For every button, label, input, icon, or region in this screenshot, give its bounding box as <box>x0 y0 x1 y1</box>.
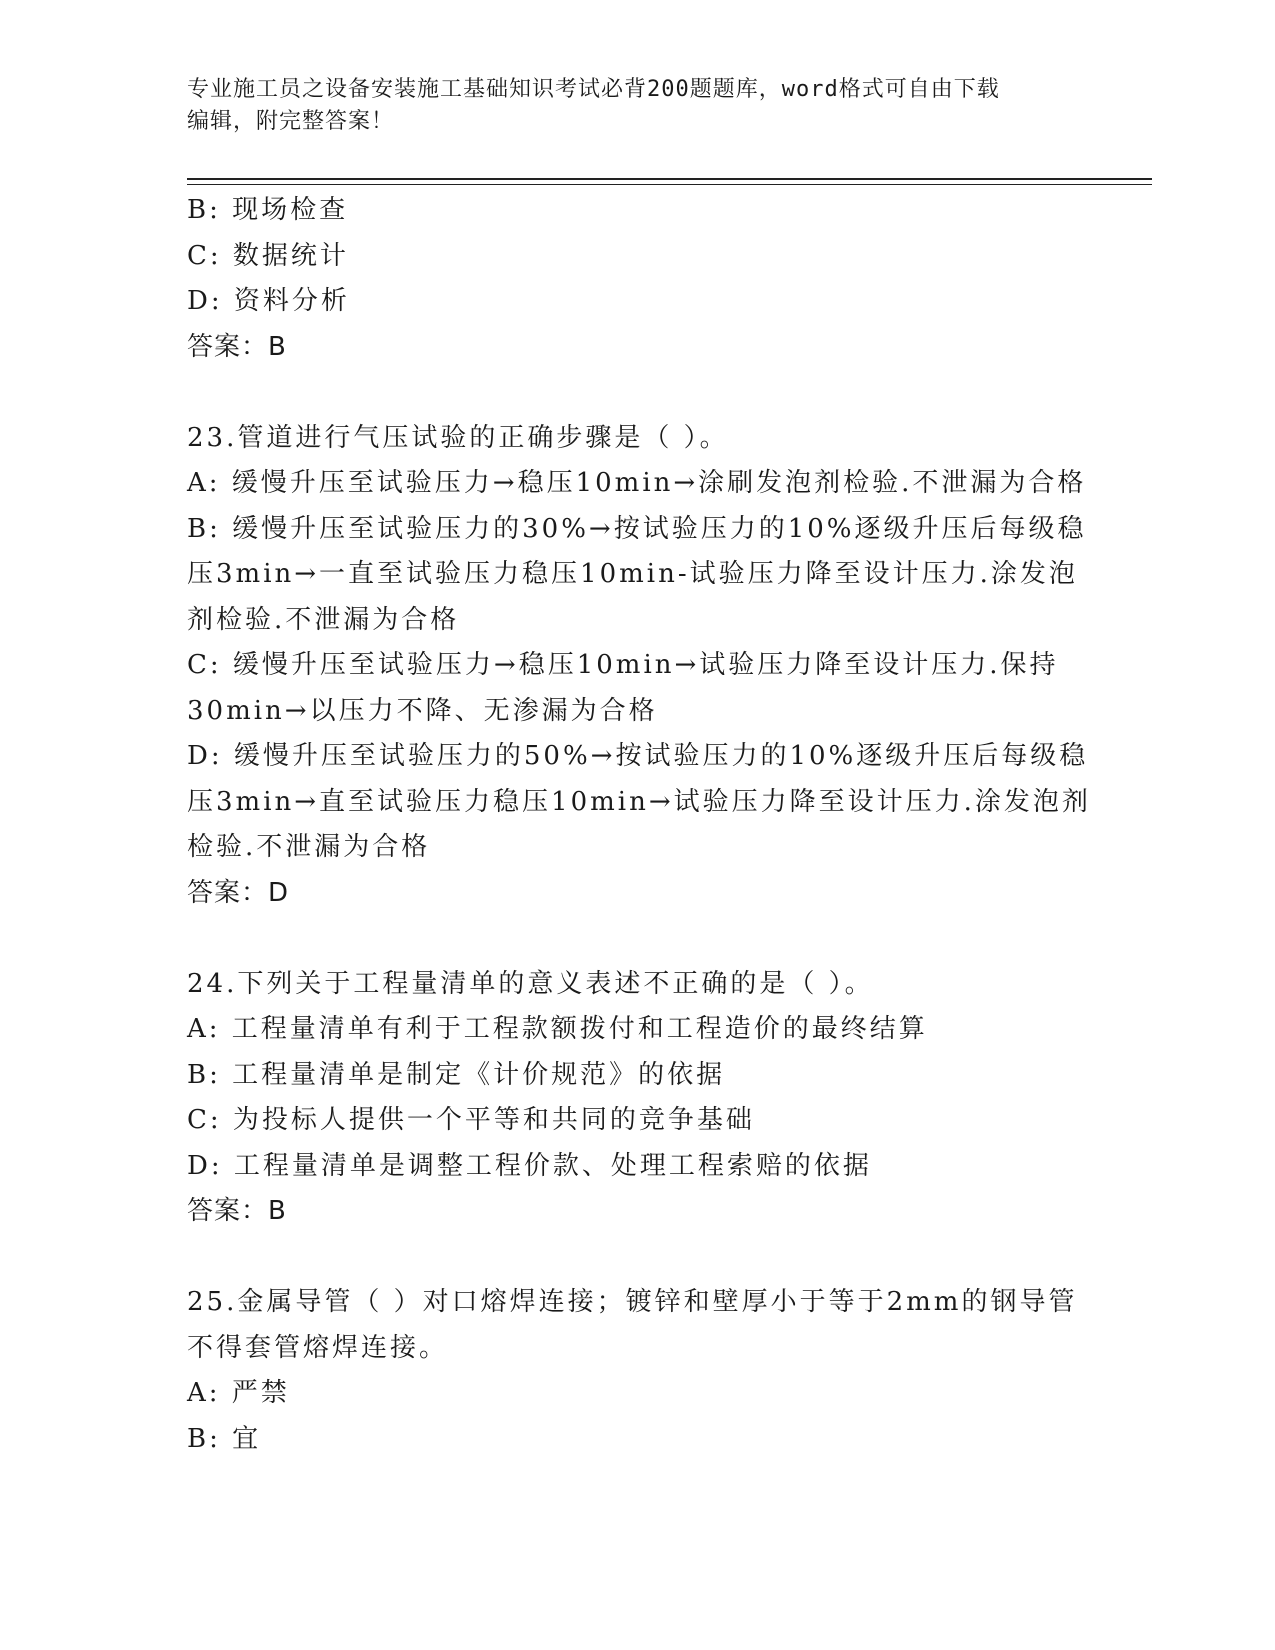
option-d-line-2: 压3min→直至试验压力稳压10min→试验压力降至设计压力.涂发泡剂 <box>187 786 1091 817</box>
option-b: B: 宜 <box>187 1423 262 1454</box>
header-title-line-1: 专业施工员之设备安装施工基础知识考试必背200题题库，word格式可自由下载 <box>187 77 1000 102</box>
option-c: C: 为投标人提供一个平等和共同的竞争基础 <box>187 1105 755 1135</box>
header-divider-thick <box>187 178 1152 180</box>
header-divider-thin <box>187 184 1152 185</box>
option-b-line-1: B: 缓慢升压至试验压力的30%→按试验压力的10%逐级升压后每级稳 <box>187 513 1087 544</box>
question-25 <box>187 1280 1107 1462</box>
option-b-line-3: 剂检验.不泄漏为合格 <box>187 604 460 635</box>
option-a: A: 缓慢升压至试验压力→稳压10min→涂刷发泡剂检验.不泄漏为合格 <box>187 468 1087 498</box>
question-23 <box>187 416 1107 917</box>
option-a: A: 工程量清单有利于工程款额拨付和工程造价的最终结算 <box>187 1014 928 1044</box>
question-stem: 23.管道进行气压试验的正确步骤是（ ）。 <box>187 422 729 453</box>
option-d-line-1: D: 缓慢升压至试验压力的50%→按试验压力的10%逐级升压后每级稳 <box>187 741 1089 771</box>
document-body <box>187 188 1107 1462</box>
option-d-line-3: 检验.不泄漏为合格 <box>187 832 431 862</box>
question-stem-line-2: 不得套管熔焊连接。 <box>187 1332 449 1363</box>
option-d: D: 工程量清单是调整工程价款、处理工程索赔的依据 <box>187 1150 872 1181</box>
header-title-line-2: 编辑，附完整答案！ <box>187 109 395 134</box>
option-b: B: 工程量清单是制定《计价规范》的依据 <box>187 1059 726 1090</box>
answer: 答案：B <box>187 1196 287 1226</box>
question-stem-line-1: 25.金属导管（ ）对口熔焊连接；镀锌和壁厚小于等于2mm的钢导管 <box>187 1287 1078 1317</box>
question-24 <box>187 962 1107 1235</box>
question-stem: 24.下列关于工程量清单的意义表述不正确的是（ ）。 <box>187 968 874 999</box>
question-22-tail <box>187 188 1107 370</box>
option-c-line-2: 30min→以压力不降、无渗漏为合格 <box>187 695 658 726</box>
answer: 答案：D <box>187 877 290 908</box>
option-b-line-2: 压3min→一直至试验压力稳压10min-试验压力降至设计压力.涂发泡 <box>187 559 1078 589</box>
document-header <box>187 74 1087 138</box>
option-c: C: 数据统计 <box>187 240 349 271</box>
option-d: D: 资料分析 <box>187 286 350 316</box>
option-c-line-1: C: 缓慢升压至试验压力→稳压10min→试验压力降至设计压力.保持 <box>187 650 1059 680</box>
option-b: B: 现场检查 <box>187 195 349 225</box>
answer: 答案：B <box>187 331 287 362</box>
option-a: A: 严禁 <box>187 1378 290 1408</box>
